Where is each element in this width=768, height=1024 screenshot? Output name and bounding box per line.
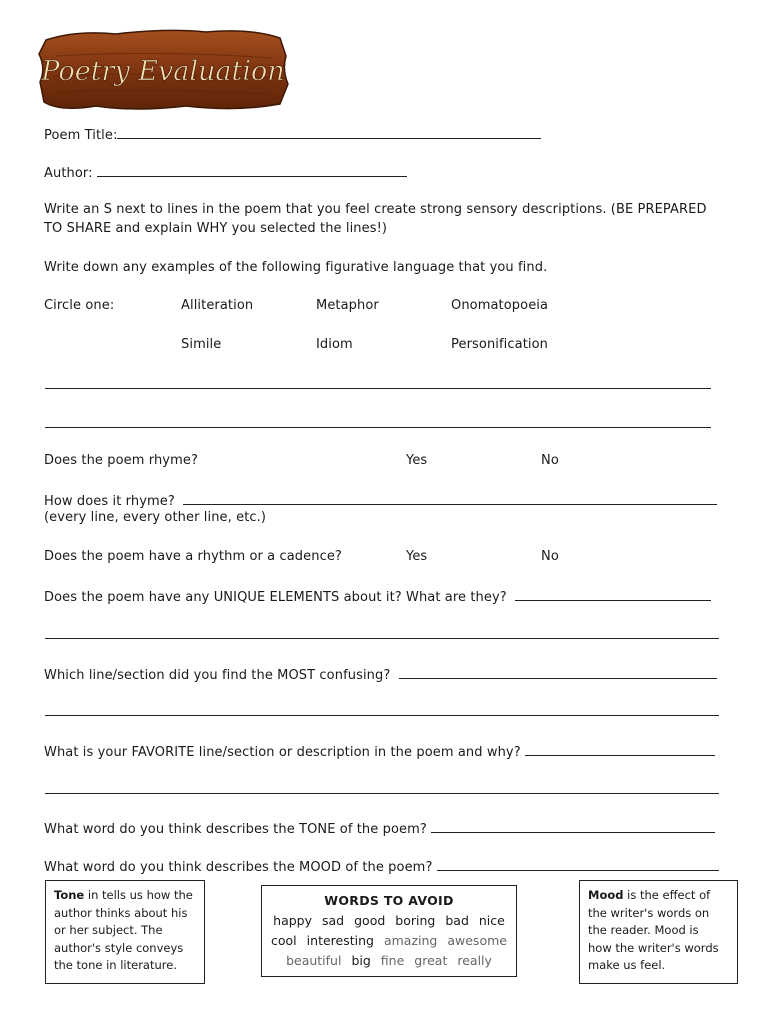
how-rhyme-hint: (every line, every other line, etc.) (44, 510, 267, 525)
rhyme-yes[interactable]: Yes (406, 453, 428, 468)
option-simile[interactable]: Simile (181, 337, 222, 352)
rhyme-question: Does the poem rhyme? (44, 453, 198, 468)
author-field (44, 162, 407, 183)
avoid-word: great (414, 952, 448, 968)
tone-question (44, 818, 715, 839)
tone-definition-box (45, 880, 205, 984)
avoid-word: amazing (383, 932, 438, 948)
tone-def-line-5: the tone in literature. (54, 958, 177, 972)
confusing-question (44, 664, 717, 685)
mood-definition-box (579, 880, 738, 984)
option-alliteration[interactable]: Alliteration (181, 298, 254, 313)
mood-def-line-2: the writer's words on (588, 905, 710, 920)
avoid-row-3 (266, 951, 512, 971)
avoid-word: awesome (447, 932, 507, 948)
option-metaphor[interactable]: Metaphor (316, 298, 379, 313)
mood-def-line-5: make us feel. (588, 958, 666, 972)
avoid-word: boring (395, 912, 436, 928)
wood-sign-icon (36, 26, 290, 112)
avoid-word: nice (478, 912, 505, 928)
avoid-word: fine (380, 952, 405, 968)
option-personification[interactable]: Personification (451, 337, 549, 352)
how-rhyme-question (44, 490, 717, 511)
favorite-line[interactable] (525, 741, 715, 756)
avoid-word: bad (445, 912, 469, 928)
tone-term: Tone (54, 888, 85, 902)
unique-label: Does the poem have any UNIQUE ELEMENTS about it? What are they? (44, 590, 507, 605)
author-label: Author: (44, 166, 93, 181)
mood-def-line-4: how the writer's words (588, 940, 719, 955)
how-rhyme-label: How does it rhyme? (44, 494, 175, 509)
confusing-answer-line[interactable] (45, 715, 719, 716)
svg-text:Poetry Evaluation: Poetry Evaluation (41, 56, 285, 87)
avoid-word: big (351, 952, 371, 968)
tone-def-line-1: Tone in tells us how the (54, 888, 193, 902)
avoid-word: beautiful (286, 952, 342, 968)
sensory-instruction-line2: TO SHARE and explain WHY you selected the lines!) (44, 221, 388, 236)
words-to-avoid-title: WORDS TO AVOID (324, 893, 454, 908)
mood-question (44, 856, 719, 877)
avoid-row-2 (266, 931, 512, 951)
option-idiom[interactable]: Idiom (316, 337, 353, 352)
confusing-line[interactable] (399, 664, 717, 679)
unique-line[interactable] (515, 586, 711, 601)
author-line[interactable] (97, 162, 407, 177)
how-rhyme-line[interactable] (183, 490, 717, 505)
mood-term: Mood (588, 888, 624, 902)
unique-question (44, 586, 711, 607)
tone-def-line-3: or her subject. The (54, 923, 163, 937)
avoid-word: cool (271, 932, 297, 948)
favorite-label: What is your FAVORITE line/section or description in the poem and why? (44, 745, 521, 760)
figurative-answer-line-2[interactable] (45, 427, 711, 428)
tone-def-line-2: author thinks about his (54, 905, 188, 920)
favorite-question (44, 741, 715, 762)
favorite-answer-line[interactable] (45, 793, 719, 794)
words-to-avoid-box (261, 885, 517, 977)
option-onomatopoeia[interactable]: Onomatopoeia (451, 298, 549, 313)
avoid-word: really (457, 952, 492, 968)
figurative-instruction: Write down any examples of the following figurative language that you find. (44, 260, 548, 275)
mood-def-line-1: Mood is the effect of (588, 888, 711, 902)
rhythm-question: Does the poem have a rhythm or a cadence? (44, 549, 342, 564)
sensory-instruction-line1: Write an S next to lines in the poem that you feel create strong sensory descriptions. (BE PREPARED (44, 202, 707, 217)
avoid-word: interesting (306, 932, 374, 948)
rhyme-no[interactable]: No (541, 453, 559, 468)
poem-title-label: Poem Title: (44, 128, 118, 143)
unique-answer-line[interactable] (45, 638, 719, 639)
avoid-row-1 (266, 911, 512, 931)
confusing-label: Which line/section did you find the MOST confusing? (44, 668, 391, 683)
tone-label: What word do you think describes the TONE of the poem? (44, 822, 427, 837)
avoid-word: good (354, 912, 386, 928)
rhythm-no[interactable]: No (541, 549, 559, 564)
avoid-word: sad (322, 912, 345, 928)
tone-line[interactable] (431, 818, 715, 833)
mood-label: What word do you think describes the MOOD of the poem? (44, 860, 433, 875)
mood-line[interactable] (437, 856, 719, 871)
rhythm-yes[interactable]: Yes (406, 549, 428, 564)
poem-title-line[interactable] (117, 124, 541, 139)
circle-one-label: Circle one: (44, 298, 115, 313)
avoid-word: happy (273, 912, 312, 928)
poem-title-field (44, 124, 541, 145)
poetry-evaluation-logo (36, 26, 290, 112)
mood-def-line-3: the reader. Mood is (588, 923, 699, 937)
tone-def-line-4: author's style conveys (54, 940, 184, 955)
figurative-answer-line-1[interactable] (45, 388, 711, 389)
